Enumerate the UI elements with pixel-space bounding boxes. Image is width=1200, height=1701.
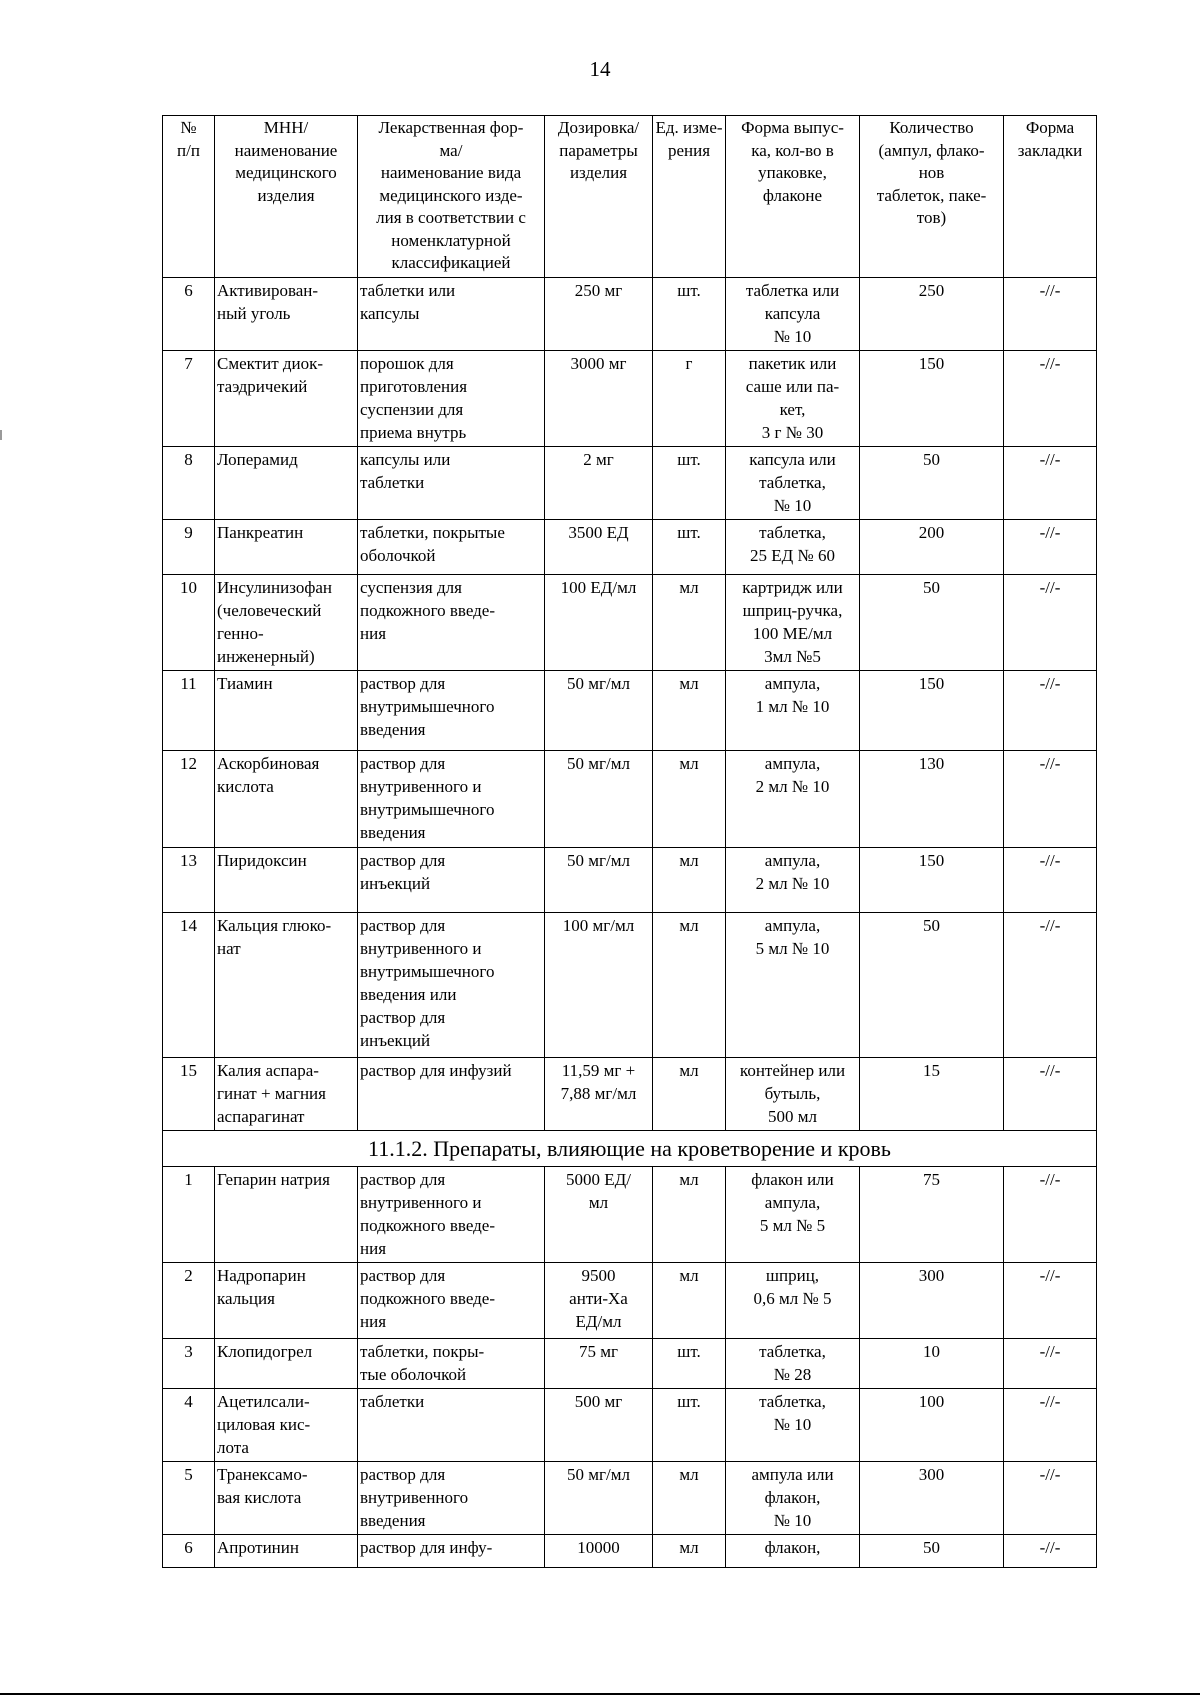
cell-dose: 11,59 мг + 7,88 мг/мл (545, 1058, 653, 1131)
cell-unit: мл (653, 575, 726, 671)
cell-dose: 10000 (545, 1535, 653, 1568)
cell-form: таблетки (358, 1389, 545, 1462)
bottom-scan-line (0, 1693, 1200, 1695)
table-row (163, 848, 1097, 913)
table-header (163, 116, 1097, 278)
cell-qty: 300 (860, 1263, 1004, 1339)
cell-pack: таблетка, № 28 (726, 1339, 860, 1389)
cell-mark: -//- (1004, 1535, 1097, 1568)
cell-num: 9 (163, 520, 215, 575)
table-row (163, 351, 1097, 447)
cell-unit: мл (653, 1263, 726, 1339)
cell-name: Смектит диок- таэдричекий (215, 351, 358, 447)
cell-dose: 75 мг (545, 1339, 653, 1389)
cell-dose: 50 мг/мл (545, 1462, 653, 1535)
cell-qty: 50 (860, 1535, 1004, 1568)
medication-table (162, 115, 1097, 1568)
cell-qty: 50 (860, 575, 1004, 671)
cell-unit: шт. (653, 447, 726, 520)
scan-edge-mark (0, 430, 2, 440)
cell-form: раствор для внутримышечного введения (358, 671, 545, 751)
cell-num: 15 (163, 1058, 215, 1131)
cell-pack: капсула или таблетка, № 10 (726, 447, 860, 520)
cell-mark: -//- (1004, 1058, 1097, 1131)
cell-qty: 10 (860, 1339, 1004, 1389)
cell-qty: 15 (860, 1058, 1004, 1131)
cell-mark: -//- (1004, 848, 1097, 913)
cell-pack: шприц, 0,6 мл № 5 (726, 1263, 860, 1339)
table-row (163, 1167, 1097, 1263)
cell-num: 14 (163, 913, 215, 1058)
cell-dose: 100 ЕД/мл (545, 575, 653, 671)
cell-form: раствор для внутривенного введения (358, 1462, 545, 1535)
cell-qty: 250 (860, 278, 1004, 351)
cell-dose: 50 мг/мл (545, 671, 653, 751)
cell-qty: 150 (860, 351, 1004, 447)
cell-mark: -//- (1004, 1389, 1097, 1462)
col-header-pack: Форма выпус- ка, кол-во в упаковке, флаконе (726, 116, 860, 278)
col-header-name: МНН/ наименование медицинского изделия (215, 116, 358, 278)
table-row (163, 671, 1097, 751)
cell-num: 11 (163, 671, 215, 751)
cell-unit: мл (653, 1535, 726, 1568)
table-row (163, 1263, 1097, 1339)
cell-qty: 75 (860, 1167, 1004, 1263)
cell-mark: -//- (1004, 913, 1097, 1058)
cell-num: 2 (163, 1263, 215, 1339)
cell-form: раствор для инфу- (358, 1535, 545, 1568)
cell-pack: ампула или флакон, № 10 (726, 1462, 860, 1535)
cell-num: 7 (163, 351, 215, 447)
cell-qty: 50 (860, 913, 1004, 1058)
page-number: 14 (589, 57, 611, 81)
cell-unit: мл (653, 751, 726, 848)
cell-pack: флакон, (726, 1535, 860, 1568)
cell-qty: 150 (860, 848, 1004, 913)
cell-form: таблетки, покрытые оболочкой (358, 520, 545, 575)
cell-qty: 50 (860, 447, 1004, 520)
cell-form: таблетки, покры- тые оболочкой (358, 1339, 545, 1389)
col-header-dose: Дозировка/ параметры изделия (545, 116, 653, 278)
cell-pack: ампула, 5 мл № 10 (726, 913, 860, 1058)
cell-name: Лоперамид (215, 447, 358, 520)
table-row (163, 1535, 1097, 1568)
cell-pack: картридж или шприц-ручка, 100 МЕ/мл 3мл №5 (726, 575, 860, 671)
cell-dose: 5000 ЕД/ мл (545, 1167, 653, 1263)
cell-num: 10 (163, 575, 215, 671)
cell-mark: -//- (1004, 1263, 1097, 1339)
table-row (163, 520, 1097, 575)
cell-num: 3 (163, 1339, 215, 1389)
cell-unit: мл (653, 913, 726, 1058)
cell-form: раствор для внутривенного и внутримышечного введения или раствор для инъекций (358, 913, 545, 1058)
cell-pack: пакетик или саше или па- кет, 3 г № 30 (726, 351, 860, 447)
cell-name: Ацетилсали- циловая кис- лота (215, 1389, 358, 1462)
cell-name: Гепарин натрия (215, 1167, 358, 1263)
table-row (163, 913, 1097, 1058)
table-row (163, 447, 1097, 520)
cell-mark: -//- (1004, 751, 1097, 848)
cell-num: 6 (163, 278, 215, 351)
cell-name: Апротинин (215, 1535, 358, 1568)
table-row (163, 1058, 1097, 1131)
cell-dose: 100 мг/мл (545, 913, 653, 1058)
cell-unit: г (653, 351, 726, 447)
cell-unit: шт. (653, 278, 726, 351)
cell-num: 13 (163, 848, 215, 913)
cell-qty: 150 (860, 671, 1004, 751)
cell-dose: 500 мг (545, 1389, 653, 1462)
cell-form: таблетки или капсулы (358, 278, 545, 351)
cell-num: 8 (163, 447, 215, 520)
col-header-form: Лекарственная фор- ма/ наименование вида медицинского изде- лия в соответствии с номенклатурной классификацией (358, 116, 545, 278)
cell-unit: мл (653, 1462, 726, 1535)
section-heading: 11.1.2. Препараты, влияющие на кроветворение и кровь (163, 1131, 1097, 1167)
cell-unit: мл (653, 1167, 726, 1263)
cell-qty: 300 (860, 1462, 1004, 1535)
cell-mark: -//- (1004, 520, 1097, 575)
cell-name: Калия аспара- гинат + магния аспарагинат (215, 1058, 358, 1131)
cell-num: 12 (163, 751, 215, 848)
cell-form: раствор для инфузий (358, 1058, 545, 1131)
section-heading-body (163, 1131, 1097, 1167)
cell-pack: флакон или ампула, 5 мл № 5 (726, 1167, 860, 1263)
cell-mark: -//- (1004, 1167, 1097, 1263)
cell-form: раствор для инъекций (358, 848, 545, 913)
cell-unit: шт. (653, 1389, 726, 1462)
cell-form: раствор для внутривенного и внутримышечного введения (358, 751, 545, 848)
cell-mark: -//- (1004, 671, 1097, 751)
cell-form: порошок для приготовления суспензии для приема внутрь (358, 351, 545, 447)
cell-dose: 50 мг/мл (545, 848, 653, 913)
cell-name: Надропарин кальция (215, 1263, 358, 1339)
cell-mark: -//- (1004, 278, 1097, 351)
table-row (163, 751, 1097, 848)
cell-mark: -//- (1004, 575, 1097, 671)
cell-unit: шт. (653, 520, 726, 575)
table-row (163, 1462, 1097, 1535)
cell-pack: таблетка, 25 ЕД № 60 (726, 520, 860, 575)
cell-mark: -//- (1004, 447, 1097, 520)
cell-name: Клопидогрел (215, 1339, 358, 1389)
cell-qty: 100 (860, 1389, 1004, 1462)
cell-name: Кальция глюко- нат (215, 913, 358, 1058)
cell-dose: 2 мг (545, 447, 653, 520)
cell-pack: ампула, 2 мл № 10 (726, 751, 860, 848)
cell-num: 4 (163, 1389, 215, 1462)
cell-name: Тиамин (215, 671, 358, 751)
cell-name: Инсулинизофан (человеческий генно- инженерный) (215, 575, 358, 671)
cell-unit: мл (653, 1058, 726, 1131)
cell-form: раствор для подкожного введе- ния (358, 1263, 545, 1339)
table-row (163, 1389, 1097, 1462)
col-header-num: № п/п (163, 116, 215, 278)
cell-pack: контейнер или бутыль, 500 мл (726, 1058, 860, 1131)
col-header-unit: Ед. изме- рения (653, 116, 726, 278)
cell-num: 6 (163, 1535, 215, 1568)
cell-name: Активирован- ный уголь (215, 278, 358, 351)
cell-mark: -//- (1004, 1462, 1097, 1535)
cell-pack: таблетка или капсула № 10 (726, 278, 860, 351)
cell-name: Панкреатин (215, 520, 358, 575)
table-body-part-2 (163, 1167, 1097, 1568)
cell-num: 5 (163, 1462, 215, 1535)
cell-num: 1 (163, 1167, 215, 1263)
cell-unit: мл (653, 848, 726, 913)
table-body-part-1 (163, 278, 1097, 1131)
cell-form: капсулы или таблетки (358, 447, 545, 520)
cell-mark: -//- (1004, 351, 1097, 447)
cell-dose: 3500 ЕД (545, 520, 653, 575)
cell-mark: -//- (1004, 1339, 1097, 1389)
cell-name: Транексамо- вая кислота (215, 1462, 358, 1535)
cell-qty: 130 (860, 751, 1004, 848)
cell-qty: 200 (860, 520, 1004, 575)
col-header-qty: Количество (ампул, флако- нов таблеток, паке- тов) (860, 116, 1004, 278)
cell-name: Пиридоксин (215, 848, 358, 913)
cell-dose: 9500 анти-Ха ЕД/мл (545, 1263, 653, 1339)
col-header-mark: Форма закладки (1004, 116, 1097, 278)
table-row (163, 1339, 1097, 1389)
cell-name: Аскорбиновая кислота (215, 751, 358, 848)
cell-unit: мл (653, 671, 726, 751)
cell-pack: ампула, 1 мл № 10 (726, 671, 860, 751)
table-row (163, 278, 1097, 351)
cell-unit: шт. (653, 1339, 726, 1389)
table-row (163, 575, 1097, 671)
cell-dose: 50 мг/мл (545, 751, 653, 848)
cell-pack: таблетка, № 10 (726, 1389, 860, 1462)
cell-dose: 250 мг (545, 278, 653, 351)
cell-dose: 3000 мг (545, 351, 653, 447)
cell-pack: ампула, 2 мл № 10 (726, 848, 860, 913)
cell-form: раствор для внутривенного и подкожного введе- ния (358, 1167, 545, 1263)
cell-form: суспензия для подкожного введе- ния (358, 575, 545, 671)
